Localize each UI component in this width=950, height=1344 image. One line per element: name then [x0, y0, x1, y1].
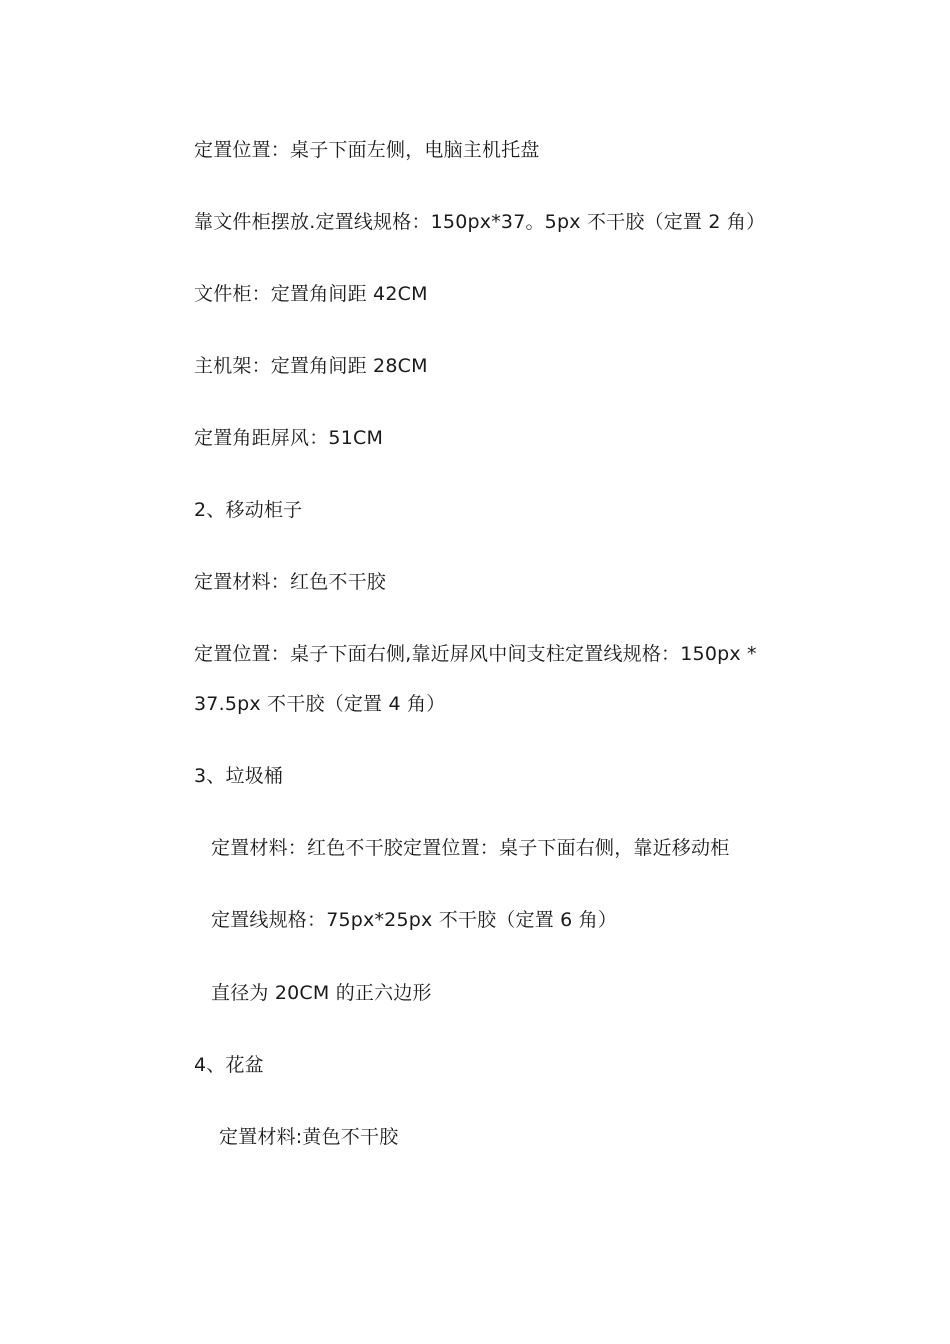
text-line-mobile-placement: 定置位置：桌子下面右侧,靠近屏风中间支柱定置线规格：150px *	[194, 643, 757, 665]
text-line-cabinet-spec: 靠文件柜摆放.定置线规格：150px*37。5px 不干胶（定置 2 角）	[194, 211, 766, 233]
text-line-placement-left: 定置位置：桌子下面左侧，电脑主机托盘	[194, 139, 540, 161]
text-line-mobile-spec: 37.5px 不干胶（定置 4 角）	[194, 693, 446, 715]
section-heading-mobile-cabinet: 2、移动柜子	[194, 499, 303, 521]
text-line-trash-spec: 定置线规格：75px*25px 不干胶（定置 6 角）	[211, 909, 618, 931]
text-line-file-cabinet-spacing: 文件柜：定置角间距 42CM	[194, 283, 428, 305]
text-line-pot-material: 定置材料:黄色不干胶	[219, 1126, 399, 1148]
text-line-host-rack-spacing: 主机架：定置角间距 28CM	[194, 355, 428, 377]
section-heading-trash-bin: 3、垃圾桶	[194, 765, 284, 787]
text-line-trash-material: 定置材料：红色不干胶定置位置：桌子下面右侧，靠近移动柜	[211, 837, 730, 859]
text-line-hexagon-diameter: 直径为 20CM 的正六边形	[211, 982, 432, 1004]
section-heading-flower-pot: 4、花盆	[194, 1054, 264, 1076]
text-line-screen-distance: 定置角距屏风：51CM	[194, 427, 384, 449]
text-line-mobile-material: 定置材料：红色不干胶	[194, 571, 387, 593]
